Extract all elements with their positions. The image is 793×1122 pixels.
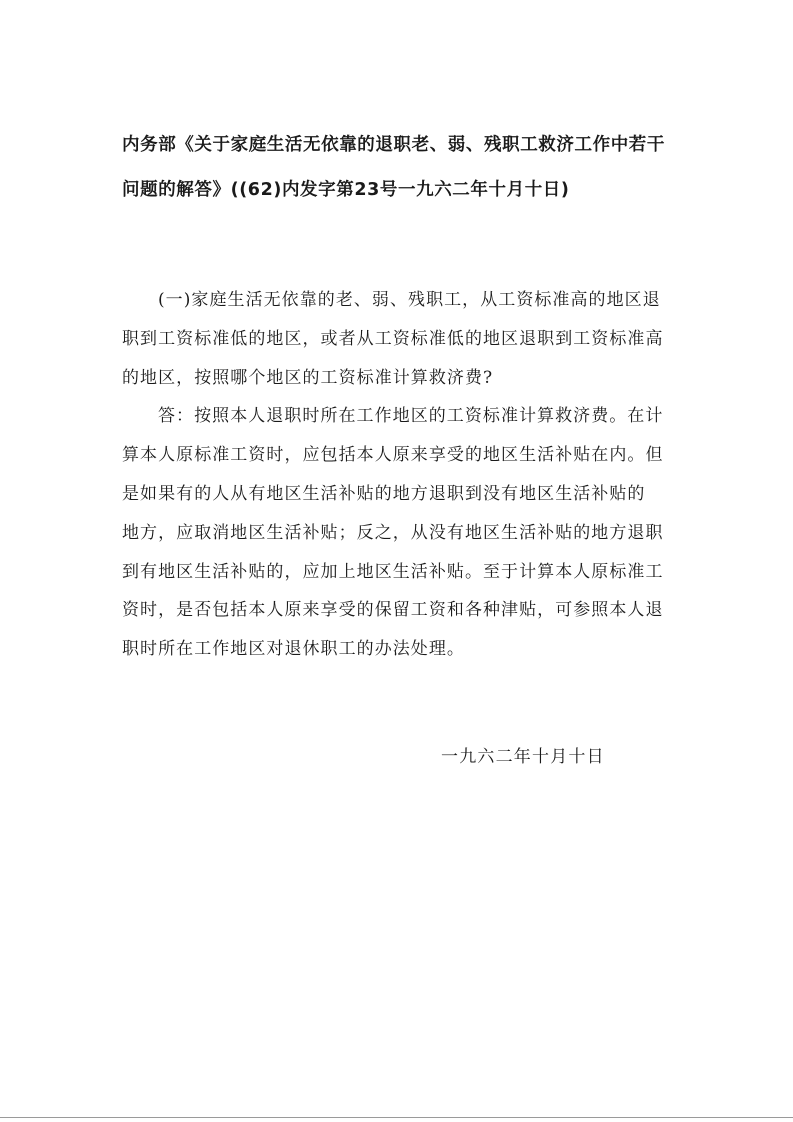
page-bottom-divider (0, 1117, 793, 1118)
document-title (122, 123, 692, 213)
paragraph-line: 地方，应取消地区生活补贴；反之，从没有地区生活补贴的地方退职 (122, 522, 664, 543)
paragraph-line: 是如果有的人从有地区生活补贴的地方退职到没有地区生活补贴的 (122, 483, 646, 504)
document-body (122, 281, 682, 669)
title-line: 内务部《关于家庭生活无依靠的退职老、弱、残职工救济工作中若干 (122, 135, 665, 155)
question-paragraph (122, 281, 682, 397)
paragraph-line: 到有地区生活补贴的，应加上地区生活补贴。至于计算本人原标准工 (122, 561, 664, 582)
paragraph-line: 资时，是否包括本人原来享受的保留工资和各种津贴，可参照本人退 (122, 600, 664, 621)
paragraph-line: (一)家庭生活无依靠的老、弱、残职工，从工资标准高的地区退 (158, 290, 661, 310)
paragraph-line: 职到工资标准低的地区，或者从工资标准低的地区退职到工资标准高 (122, 328, 664, 349)
paragraph-line: 的地区，按照哪个地区的工资标准计算救济费? (122, 367, 494, 388)
paragraph-line: 算本人原标准工资时，应包括本人原来享受的地区生活补贴在内。但 (122, 445, 664, 466)
document-date: 一九六二年十月十日 (441, 747, 605, 767)
answer-paragraph (122, 397, 682, 669)
paragraph-line: 职时所在工作地区对退休职工的办法处理。 (122, 639, 465, 660)
title-line: 问题的解答》((62)内发字第23号一九六二年十月十日) (122, 180, 570, 200)
paragraph-line: 答：按照本人退职时所在工作地区的工资标准计算救济费。在计 (158, 406, 664, 427)
